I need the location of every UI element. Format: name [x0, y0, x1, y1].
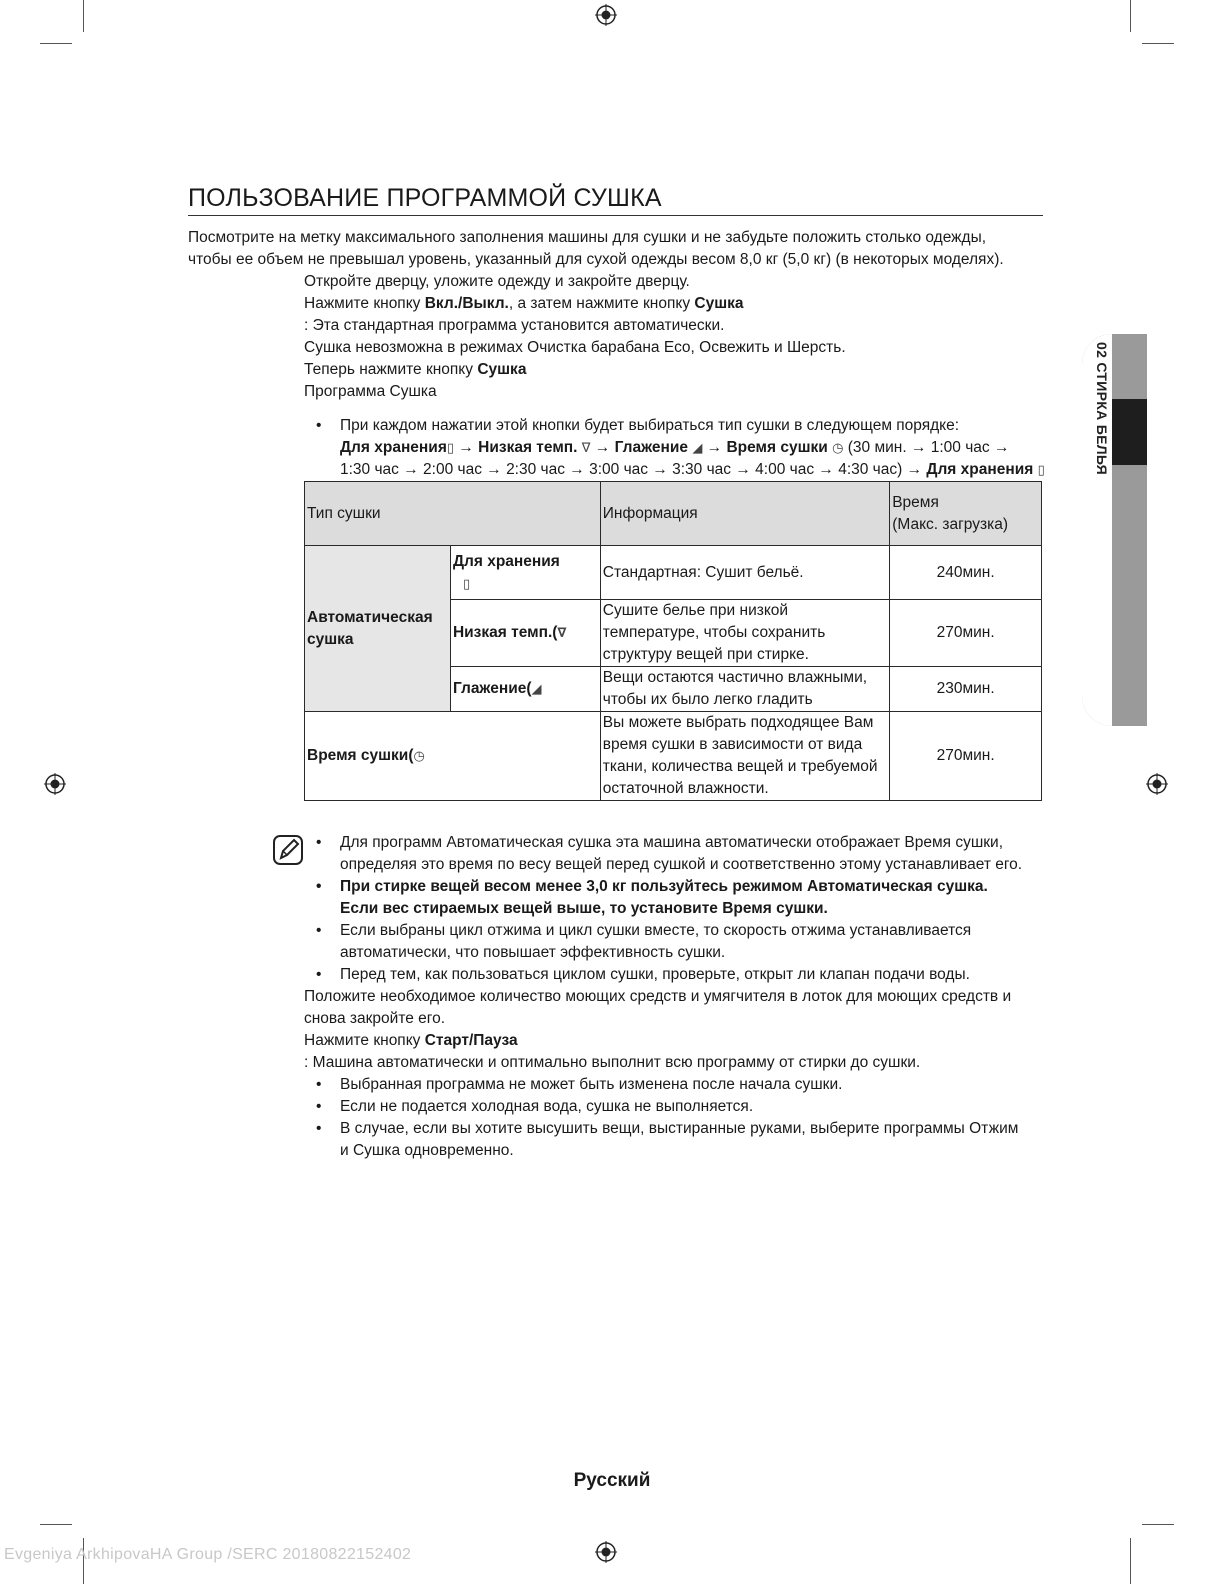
- crop-mark: [1130, 1538, 1131, 1584]
- row-info: Вещи остаются частично влажными, чтобы их было легко гладить: [600, 667, 889, 712]
- crop-mark: [1142, 43, 1174, 44]
- after-bullet-3-line-2: и Сушка одновременно.: [340, 1142, 514, 1159]
- thermometer-icon: ∇: [557, 625, 567, 640]
- registration-mark-icon: [1146, 773, 1168, 795]
- power-button-label: Вкл./Выкл.: [424, 295, 509, 312]
- order-line-2: [340, 437, 1045, 459]
- dry-button-label: Сушка: [477, 361, 527, 378]
- step-text: Теперь нажмите кнопку: [304, 361, 478, 378]
- row-name: [305, 712, 601, 801]
- header-type: Тип сушки: [305, 482, 601, 546]
- step-note-auto: : Машина автоматически и оптимально выполнит всю программу от стирки до сушки.: [304, 1054, 921, 1071]
- bullet-dot: •: [316, 922, 322, 939]
- row-info: Вы можете выбрать подходящее Вам время сушки в зависимости от вида ткани, количества вещей и требуемой остаточной влажности.: [600, 712, 889, 801]
- start-pause-button-label: Старт/Пауза: [424, 1032, 518, 1049]
- order-time-tail: (30 мин. → 1:00 час →: [847, 439, 1010, 456]
- crop-mark: [83, 0, 84, 32]
- bullet-dot: •: [316, 417, 322, 434]
- row-name-text: Время сушки(: [307, 747, 414, 764]
- shirt-icon: ▯: [1037, 462, 1045, 477]
- bullet-dot: •: [316, 966, 322, 983]
- step-note-standard: : Эта стандартная программа установится автоматически.: [304, 317, 725, 334]
- bullet-dot: •: [316, 834, 322, 851]
- bullet-dot: •: [316, 878, 322, 895]
- intro-line-2: чтобы ее объем не превышал уровень, указанный для сухой одежды весом 8,0 кг (5,0 кг) (в некоторых моделях).: [188, 251, 1004, 268]
- after-bullet-2: Если не подается холодная вода, сушка не выполняется.: [340, 1098, 754, 1115]
- row-time: 230мин.: [890, 667, 1042, 712]
- crop-mark: [1142, 1524, 1174, 1525]
- header-time-line-2: (Макс. загрузка): [892, 515, 1008, 533]
- note-1-line-2: определяя это время по весу вещей перед сушкой и соответственно этому устанавливает его.: [340, 856, 1023, 873]
- arrow: →: [594, 439, 611, 456]
- crop-mark: [1130, 0, 1131, 32]
- crop-mark: [40, 1524, 72, 1525]
- note-2-line-1: При стирке вещей весом менее 3,0 кг пользуйтесь режимом Автоматическая сушка.: [340, 878, 988, 895]
- bullet-dot: •: [316, 1098, 322, 1115]
- step-note-unavailable: Сушка невозможна в режимах Очистка барабана Eco, Освежить и Шерсть.: [304, 339, 846, 356]
- order-line-1: При каждом нажатии этой кнопки будет выбираться тип сушки в следующем порядке:: [340, 417, 960, 434]
- step-text: Нажмите кнопку: [304, 295, 425, 312]
- row-name-text: Низкая темп.(: [452, 624, 558, 641]
- row-name: [450, 600, 600, 667]
- clock-shirt-icon: ◷: [832, 440, 844, 455]
- iron-icon: ◢: [692, 440, 703, 455]
- mode-dry-time: Время сушки: [726, 439, 828, 456]
- note-1-line-1: Для программ Автоматическая сушка эта машина автоматически отображает Время сушки,: [340, 834, 1004, 851]
- row-info: Стандартная: Сушит бельё.: [600, 546, 889, 600]
- bullet-dot: •: [316, 1120, 322, 1137]
- mode-low-temp: Низкая темп.: [478, 439, 578, 456]
- step-press-start: [304, 1030, 518, 1052]
- header-info: Информация: [600, 482, 889, 546]
- step-text: Нажмите кнопку: [304, 1032, 425, 1049]
- table-row: [305, 546, 1042, 600]
- chapter-tab-label: 02 СТИРКА БЕЛЬЯ: [1094, 342, 1110, 476]
- order-times: 1:30 час → 2:00 час → 2:30 час → 3:00 час → 3:30 час → 4:00 час → 4:30 час) →: [340, 461, 923, 478]
- table-header-row: [305, 482, 1042, 546]
- arrow: →: [706, 439, 723, 456]
- registration-mark-icon: [44, 773, 66, 795]
- drying-table: [304, 481, 1042, 801]
- page-footer-language: Русский: [573, 1470, 651, 1491]
- thermometer-icon: ∇: [581, 440, 591, 455]
- group-auto-dry: Автоматическая сушка: [305, 546, 451, 712]
- mode-storage: Для хранения: [340, 439, 447, 456]
- after-bullet-1: Выбранная программа не может быть изменена после начала сушки.: [340, 1076, 843, 1093]
- note-3-line-1: Если выбраны цикл отжима и цикл сушки вместе, то скорость отжима устанавливается: [340, 922, 972, 939]
- row-name: [450, 546, 600, 600]
- row-time: 240мин.: [890, 546, 1042, 600]
- row-time: 270мин.: [890, 712, 1042, 801]
- note-3-line-2: автоматически, что повышает эффективность сушки.: [340, 944, 726, 961]
- step-press-buttons: [304, 293, 744, 315]
- intro-line-1: Посмотрите на метку максимального заполнения машины для сушки и не забудьте положить столько одежды,: [188, 229, 987, 246]
- step-open-door: Откройте дверцу, уложите одежду и закройте дверцу.: [304, 273, 690, 290]
- header-time: [890, 482, 1042, 546]
- mode-ironing: Глажение: [614, 439, 688, 456]
- shirt-icon: ▯: [462, 575, 471, 591]
- note-pencil-icon: [272, 834, 304, 866]
- note-4: Перед тем, как пользоваться циклом сушки, проверьте, открыт ли клапан подачи воды.: [340, 966, 970, 983]
- iron-icon: ◢: [531, 681, 542, 696]
- row-name-text: Для хранения: [452, 552, 560, 570]
- step-program-dry: Программа Сушка: [304, 383, 437, 400]
- registration-mark-icon: [595, 4, 617, 26]
- shirt-icon: ▯: [446, 440, 455, 455]
- chapter-tab-marker: [1112, 399, 1147, 465]
- dry-button-label: Сушка: [694, 295, 744, 312]
- clock-shirt-icon: ◷: [413, 748, 425, 763]
- detergent-line-1: Положите необходимое количество моющих средств и умягчителя в лоток для моющих средств и: [304, 988, 1012, 1005]
- row-info: Сушите белье при низкой температуре, чтобы сохранить структуру вещей при стирке.: [600, 600, 889, 667]
- step-text: , а затем нажмите кнопку: [508, 295, 695, 312]
- registration-mark-icon: [595, 1541, 617, 1563]
- step-press-dry: [304, 359, 526, 381]
- bullet-dot: •: [316, 1076, 322, 1093]
- mode-storage: Для хранения: [926, 461, 1034, 478]
- note-2-line-2: Если вес стираемых вещей выше, то установите Время сушки.: [340, 900, 828, 917]
- row-name: [450, 667, 600, 712]
- detergent-line-2: снова закройте его.: [304, 1010, 446, 1027]
- row-time: 270мин.: [890, 600, 1042, 667]
- crop-mark: [40, 43, 72, 44]
- order-line-3: [340, 459, 1045, 481]
- print-watermark: Evgeniya ArkhipovaHA Group /SERC 20180822152402: [4, 1546, 412, 1563]
- table-row: [305, 712, 1042, 801]
- header-time-line-1: Время: [892, 493, 939, 511]
- row-name-text: Глажение(: [452, 680, 532, 697]
- after-bullet-3-line-1: В случае, если вы хотите высушить вещи, выстиранные руками, выберите программы Отжим: [340, 1120, 1019, 1137]
- arrow: →: [458, 439, 474, 456]
- page-title: ПОЛЬЗОВАНИЕ ПРОГРАММОЙ СУШКА: [188, 184, 1043, 216]
